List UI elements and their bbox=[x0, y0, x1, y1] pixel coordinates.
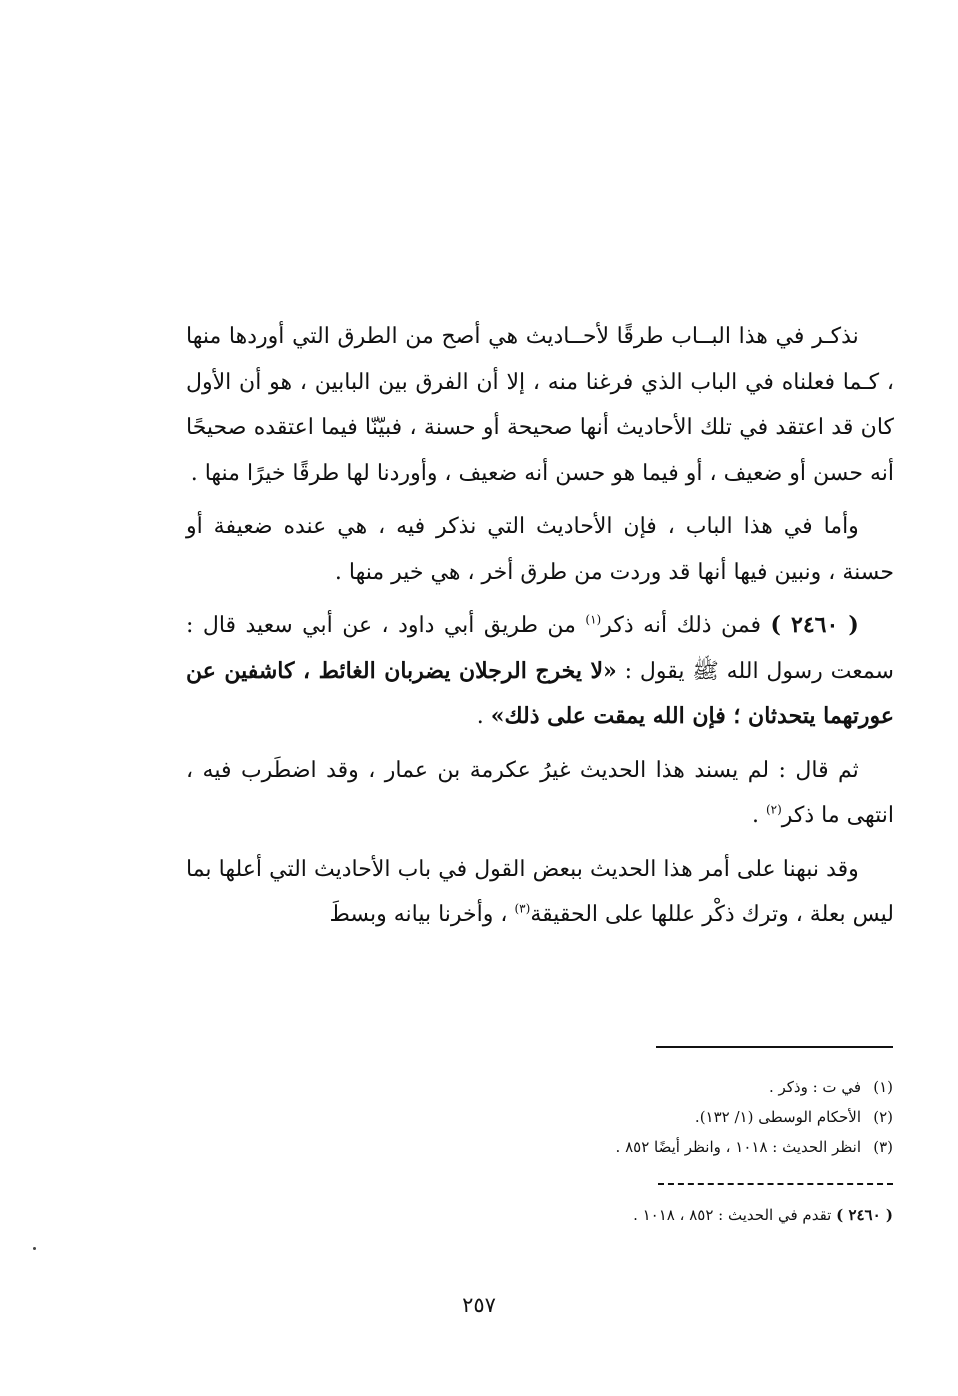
hadith-end: . bbox=[476, 704, 484, 729]
footnote-text: الأحكام الوسطى (١/ ١٣٢). bbox=[694, 1108, 861, 1126]
paragraph-4-text: ثم قال : لم يسند هذا الحديث غيرُ عكرمة بن عمار ، وقد اضطَرب فيه ، انتهى ما ذكر bbox=[186, 757, 894, 828]
footnotes bbox=[500, 1072, 893, 1162]
footnote-number: (١) bbox=[873, 1078, 893, 1096]
footnote-ref-2[interactable]: (٢) bbox=[765, 802, 782, 817]
scan-speck bbox=[33, 1247, 36, 1250]
paragraph-3 bbox=[186, 603, 894, 740]
paragraph-4 bbox=[186, 748, 894, 839]
hadith-quote: «لا يخرج الرجلان يضربان الغائط ، كاشفين عن عورتهما يتحدثان ؛ فإن الله يمقت على ذلك» bbox=[186, 657, 894, 729]
footnote-3 bbox=[500, 1132, 893, 1162]
hadith-note bbox=[500, 1200, 893, 1230]
hadith-intro-b: من طريق أبي داود ، عن أبي سعيد قال : سمعت رسول الله ﷺ يقول : bbox=[186, 613, 894, 684]
footnote-number: (٣) bbox=[873, 1138, 893, 1156]
paragraph-5-text-a: وقد نبهنا على أمر هذا الحديث ببعض القول في باب الأحاديث التي أعلها بما ليس بعلة ، وترك ذكْر عللها على الحقيقة bbox=[186, 856, 894, 927]
footnote-text: انظر الحديث : ١٠١٨ ، وانظر أيضًا ٨٥٢ . bbox=[615, 1138, 861, 1156]
footnote-divider bbox=[656, 1046, 893, 1048]
footnote-1 bbox=[500, 1072, 893, 1102]
footnote-text: في ت : وذكر . bbox=[768, 1078, 861, 1096]
paragraph-5-text-b: ، وأخرنا بيانه وبسطَ bbox=[329, 902, 508, 927]
paragraph-2: وأما في هذا الباب ، فإن الأحاديث التي نذكر فيه ، هي عنده ضعيفة أو حسنة ، ونبين فيها أنها قد وردت من طرق أخر ، هي خير منها . bbox=[186, 514, 894, 585]
paragraph-5 bbox=[186, 847, 894, 938]
footnote-2 bbox=[500, 1102, 893, 1132]
dashed-divider bbox=[658, 1183, 893, 1185]
page-number: ٢٥٧ bbox=[462, 1293, 496, 1317]
hadith-number: ( ٢٤٦٠ ) bbox=[770, 612, 859, 638]
paragraph-4-end: . bbox=[751, 803, 759, 828]
hadith-note-text: تقدم في الحديث : ٨٥٢ ، ١٠١٨ . bbox=[633, 1206, 832, 1224]
footnote-ref-1[interactable]: (١) bbox=[585, 612, 602, 627]
hadith-intro-a: فمن ذلك أنه ذكر bbox=[601, 613, 762, 638]
hadith-note-number: ( ٢٤٦٠ ) bbox=[836, 1206, 893, 1224]
paragraph-1: نذكـر في هذا البــاب طرقًا لأحــاديث هي أصح من الطرق التي أوردها منها ، كـما فعلناه في الباب الذي فرغنا منه ، إلا أن الفرق بين البابين ، هو أن الأول كان قد اعتقد في تلك الأحاديث أنها صحيحة أو حسنة ، فبيّنّا فيما اعتقده صحيحًا أنه حسن أو ضعيف ، أو فيما هو حسن أنه ضعيف ، وأوردنا لها طرقًا خيرًا منها . bbox=[186, 324, 894, 486]
footnote-ref-3[interactable]: (٣) bbox=[514, 901, 531, 916]
main-text bbox=[186, 314, 894, 946]
footnote-number: (٢) bbox=[873, 1108, 893, 1126]
